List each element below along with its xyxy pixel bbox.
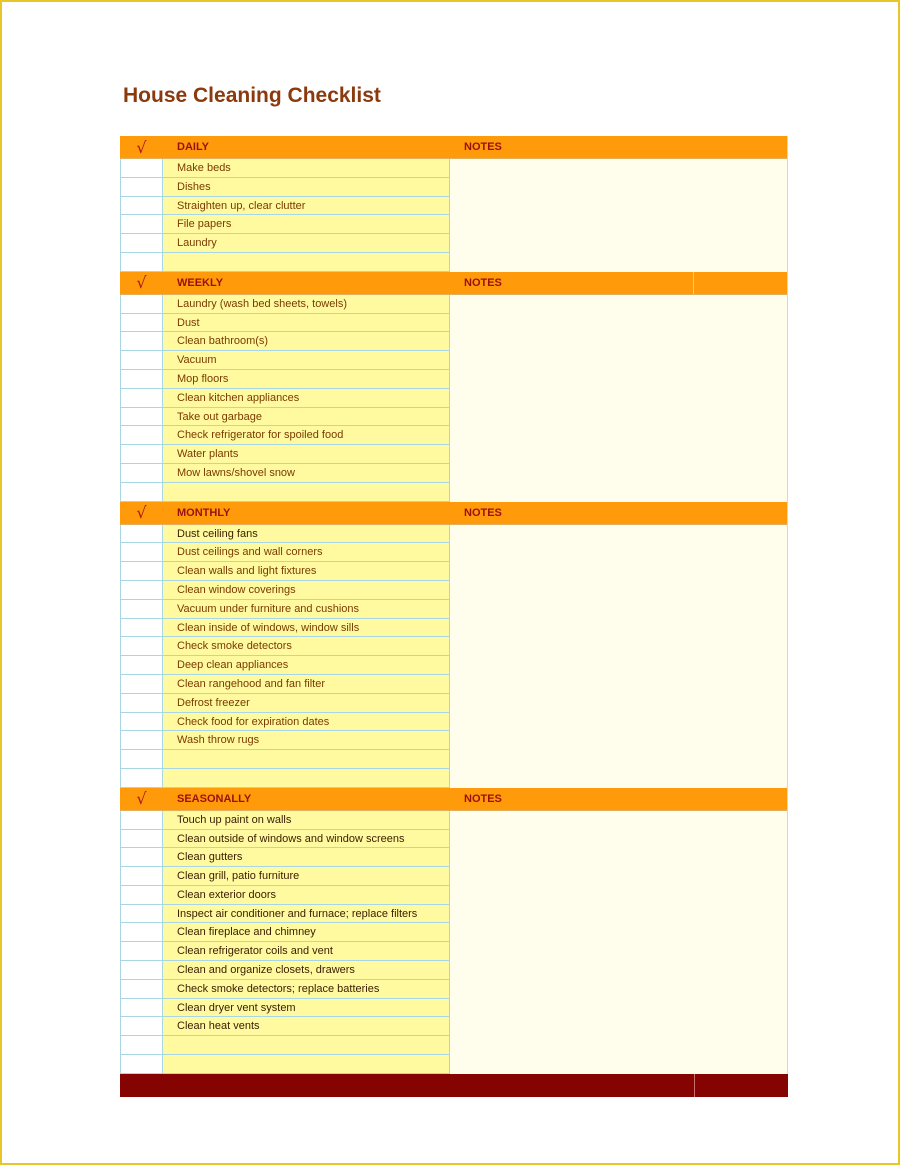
- check-cell[interactable]: [120, 543, 163, 562]
- task-item: Check food for expiration dates: [163, 713, 450, 732]
- check-cell[interactable]: [120, 980, 163, 999]
- task-item: Dust: [163, 314, 450, 333]
- notes-area[interactable]: [450, 295, 787, 502]
- section-header: [120, 136, 787, 159]
- check-cell[interactable]: [120, 731, 163, 750]
- section-monthly: [120, 502, 788, 788]
- check-cell[interactable]: [120, 562, 163, 581]
- task-item: Clean and organize closets, drawers: [163, 961, 450, 980]
- task-item: Clean gutters: [163, 848, 450, 867]
- check-cell[interactable]: [120, 750, 163, 769]
- task-item: Dishes: [163, 178, 450, 197]
- checkmark-icon: √: [136, 789, 147, 809]
- check-cell[interactable]: [120, 830, 163, 849]
- task-item: Clean exterior doors: [163, 886, 450, 905]
- footer-cell: [694, 1074, 788, 1097]
- check-cell[interactable]: [120, 351, 163, 370]
- check-cell[interactable]: [120, 426, 163, 445]
- check-cell[interactable]: [120, 1036, 163, 1055]
- check-cell[interactable]: [120, 811, 163, 830]
- notes-heading: NOTES: [464, 792, 502, 805]
- section-title: MONTHLY: [177, 506, 231, 519]
- checkmark-icon: √: [136, 503, 147, 523]
- task-item: Clean heat vents: [163, 1017, 450, 1036]
- task-item: Clean bathroom(s): [163, 332, 450, 351]
- task-item: Clean walls and light fixtures: [163, 562, 450, 581]
- checkbox-column: [120, 159, 163, 272]
- check-cell[interactable]: [120, 445, 163, 464]
- task-item: Clean inside of windows, window sills: [163, 619, 450, 638]
- check-cell[interactable]: [120, 464, 163, 483]
- task-item: Vacuum: [163, 351, 450, 370]
- check-cell[interactable]: [120, 234, 163, 253]
- check-cell[interactable]: [120, 600, 163, 619]
- task-item: Clean dryer vent system: [163, 999, 450, 1018]
- check-cell[interactable]: [120, 999, 163, 1018]
- check-cell[interactable]: [120, 197, 163, 216]
- page-title: House Cleaning Checklist: [123, 84, 381, 107]
- notes-area[interactable]: [450, 525, 787, 788]
- check-cell[interactable]: [120, 253, 163, 272]
- notes-area[interactable]: [450, 811, 787, 1074]
- task-item: Check smoke detectors; replace batteries: [163, 980, 450, 999]
- task-item: Inspect air conditioner and furnace; replace filters: [163, 905, 450, 924]
- check-cell[interactable]: [120, 389, 163, 408]
- check-cell[interactable]: [120, 637, 163, 656]
- task-item: Check refrigerator for spoiled food: [163, 426, 450, 445]
- task-item: Check smoke detectors: [163, 637, 450, 656]
- check-cell[interactable]: [120, 314, 163, 333]
- checkmark-icon: √: [136, 137, 147, 157]
- check-cell[interactable]: [120, 886, 163, 905]
- section-header: [120, 272, 787, 295]
- notes-heading: NOTES: [464, 276, 502, 289]
- task-item: Mow lawns/shovel snow: [163, 464, 450, 483]
- notes-heading: NOTES: [464, 506, 502, 519]
- section-weekly: [120, 272, 788, 502]
- check-cell[interactable]: [120, 178, 163, 197]
- checkbox-column: [120, 811, 163, 1074]
- check-cell[interactable]: [120, 694, 163, 713]
- checkbox-column: [120, 525, 163, 788]
- task-item: Wash throw rugs: [163, 731, 450, 750]
- section-title: WEEKLY: [177, 276, 224, 289]
- task-item: Clean window coverings: [163, 581, 450, 600]
- task-item: Make beds: [163, 159, 450, 178]
- footer-bar: [120, 1074, 788, 1097]
- check-cell[interactable]: [120, 295, 163, 314]
- check-cell[interactable]: [120, 483, 163, 502]
- check-cell[interactable]: [120, 905, 163, 924]
- check-cell[interactable]: [120, 332, 163, 351]
- blank-task-row: [163, 750, 450, 769]
- task-item: Defrost freezer: [163, 694, 450, 713]
- blank-task-row: [163, 483, 450, 502]
- task-item: Clean fireplace and chimney: [163, 923, 450, 942]
- task-item: Straighten up, clear clutter: [163, 197, 450, 216]
- notes-heading: NOTES: [464, 141, 502, 153]
- check-cell[interactable]: [120, 370, 163, 389]
- notes-area[interactable]: [450, 159, 787, 272]
- checklist-sheet: [120, 136, 788, 1097]
- task-column: [163, 525, 450, 788]
- check-cell[interactable]: [120, 1055, 163, 1074]
- task-item: Vacuum under furniture and cushions: [163, 600, 450, 619]
- check-cell[interactable]: [120, 848, 163, 867]
- check-cell[interactable]: [120, 769, 163, 788]
- task-item: Clean rangehood and fan filter: [163, 675, 450, 694]
- check-cell[interactable]: [120, 675, 163, 694]
- check-cell[interactable]: [120, 961, 163, 980]
- check-cell[interactable]: [120, 867, 163, 886]
- check-cell[interactable]: [120, 1017, 163, 1036]
- task-item: Laundry: [163, 234, 450, 253]
- section-title: DAILY: [177, 141, 209, 153]
- check-cell[interactable]: [120, 215, 163, 234]
- task-column: [163, 295, 450, 502]
- blank-task-row: [163, 769, 450, 788]
- check-cell[interactable]: [120, 525, 163, 544]
- checkmark-icon: √: [136, 273, 147, 293]
- check-cell[interactable]: [120, 159, 163, 178]
- blank-task-row: [163, 1036, 450, 1055]
- section-header: [120, 788, 787, 811]
- task-column: [163, 811, 450, 1074]
- task-column: [163, 159, 450, 272]
- section-daily: [120, 136, 788, 272]
- task-item: Laundry (wash bed sheets, towels): [163, 295, 450, 314]
- task-item: Clean kitchen appliances: [163, 389, 450, 408]
- section-header: [120, 502, 787, 525]
- section-title: SEASONALLY: [177, 792, 252, 805]
- check-cell[interactable]: [120, 408, 163, 427]
- task-item: Take out garbage: [163, 408, 450, 427]
- check-cell[interactable]: [120, 713, 163, 732]
- task-item: Clean outside of windows and window screens: [163, 830, 450, 849]
- check-cell[interactable]: [120, 942, 163, 961]
- check-cell[interactable]: [120, 619, 163, 638]
- task-item: File papers: [163, 215, 450, 234]
- footer-cell: [120, 1074, 694, 1097]
- task-item: Water plants: [163, 445, 450, 464]
- check-cell[interactable]: [120, 581, 163, 600]
- task-item: Touch up paint on walls: [163, 811, 450, 830]
- blank-task-row: [163, 253, 450, 272]
- blank-task-row: [163, 1055, 450, 1074]
- task-item: Clean refrigerator coils and vent: [163, 942, 450, 961]
- header-cell-divider: [693, 272, 787, 294]
- task-item: Dust ceilings and wall corners: [163, 543, 450, 562]
- task-item: Deep clean appliances: [163, 656, 450, 675]
- check-cell[interactable]: [120, 923, 163, 942]
- task-item: Mop floors: [163, 370, 450, 389]
- task-item: Clean grill, patio furniture: [163, 867, 450, 886]
- task-item: Dust ceiling fans: [163, 525, 450, 544]
- check-cell[interactable]: [120, 656, 163, 675]
- section-seasonally: [120, 788, 788, 1074]
- checkbox-column: [120, 295, 163, 502]
